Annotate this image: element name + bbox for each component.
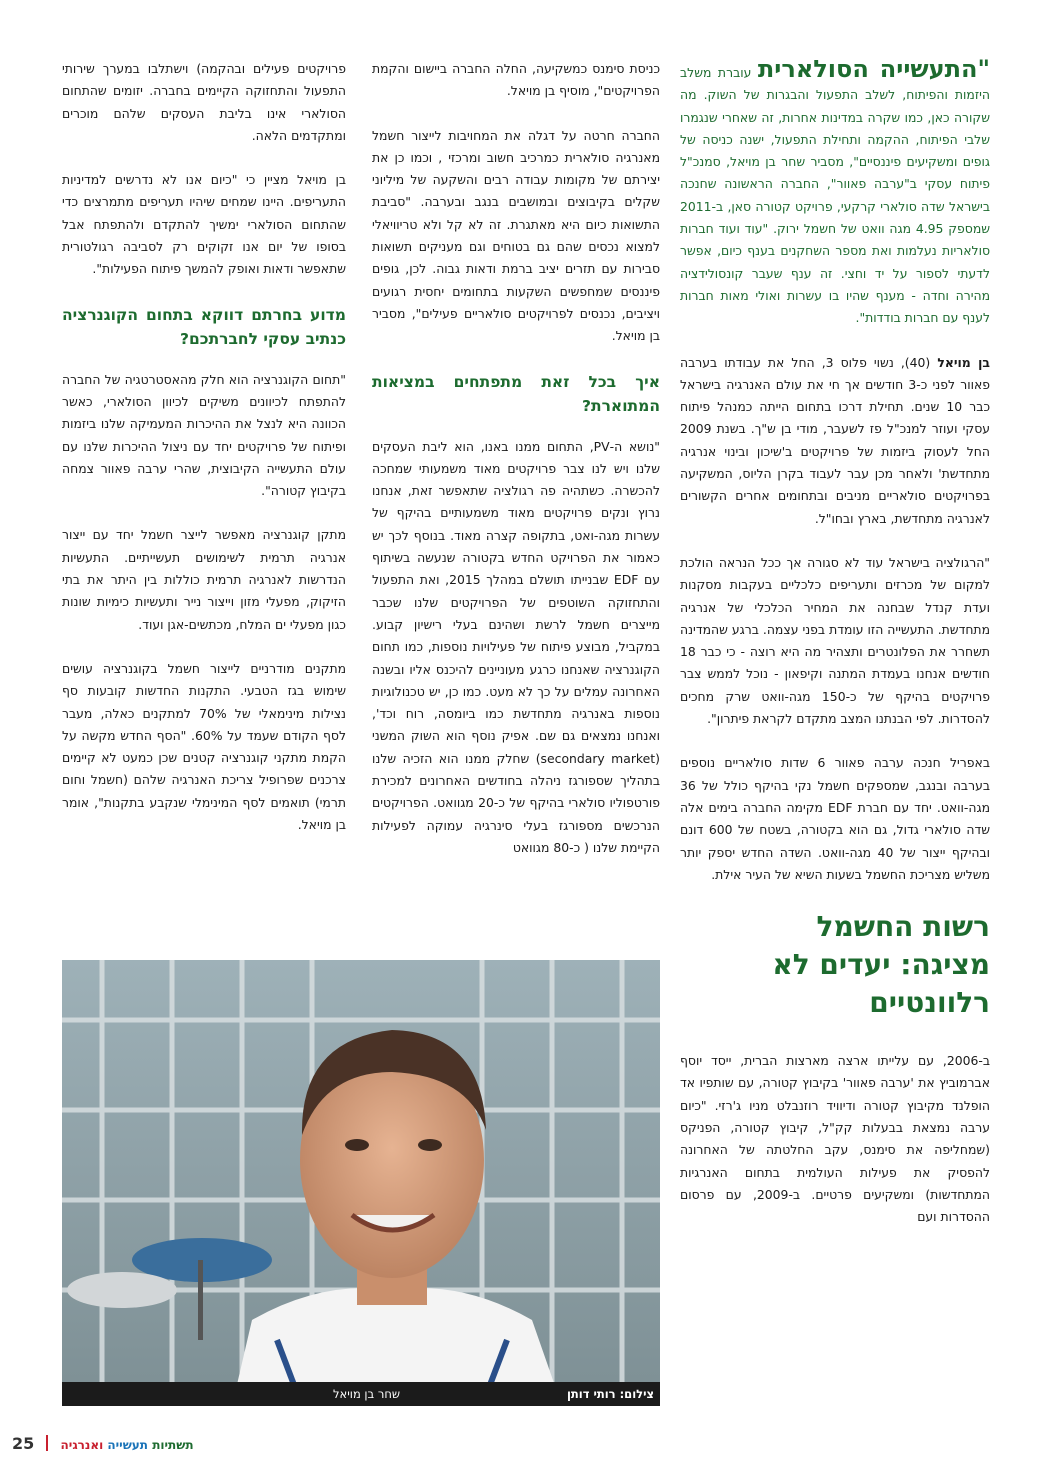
left-paragraph-4: מתקן קוגנרציה מאפשר לייצר חשמל יחד עם ייצור אנרגיה תרמית לשימושים תעשייתיים. התעשיות הנדרשות לאנרגיה תרמית כוללות בין היתר את בתי הזיקוק, מפעלי מזון וייצור נייר ותעשיות כימיות שונות כגון מפעלי ים המלח, מכתשים-אגן ועוד.	[62, 527, 346, 632]
section-heading-develop: איך בכל זאת מתפתחים במציאות המתוארת?	[372, 372, 660, 415]
portrait-photo	[62, 960, 660, 1406]
left-paragraph-2: בן מויאל מציין כי "כיום אנו לא נדרשים למדיניות התעריפים. היינו שמחים שיהיו תעריפים מתמרצים כדי שהתחום הסולארי ימשיך להתקדם ולהתפתח אבל בסופו של יום אנו זקוקים רק לסביבה רגולטורית שתאפשר ודאות ואופק להמשך פיתוח הפעילות".	[62, 172, 346, 277]
left-paragraph-5: מתקנים מודרניים לייצור חשמל בקוגנרציה עושים שימוש בגז הטבעי. התקנות החדשות קובעות סף נצילות מינימאלי של 70% למתקנים כאלה, מעבר לסף הקודם שעמד על 60%. "הסף החדש מקשה על הקמת מתקני קוגנרציה קטנים שכן כמעט לא קיימים צרכנים שפרופיל צריכת האנרגיה שלהם (חשמל וחום תרמי) תואמים לסף המינימלי שנקבע בתקנות", אומר בן מויאל.	[62, 660, 347, 833]
photo-credit: צילום: רותי דותן	[566, 1387, 654, 1401]
lead-text: עוברת משלב היזמות והפיתוח, לשלב התפעול והבגרות של השוק. מה שקורה כאן, כמו שקרה במדינות אחרות, זה שאחרי שנגמרו שלבי הפיתוח, ההקמה ותחילת התפעול, ישנה כניסה של גופים ומשקיעים פיננסיים", מסביר שחר בן מויאל, סמנכ"ל פיתוח עסקי ב"ערבה פאוור", החברה הראשונה שחנכה בישראל שדה סולארי קרקעי, פרויקט קטורה סאן, ב-2011 שמספק 4.95 מגה וואט של חשמל ירוק. "עוד ועוד חברות סולאריות נעלמות ואת מספר השחקנים בענף כיום, אפשר לדעתי לספור על יד וחצי. זה ענף שעבר קונסולידציה מהירה וחדה - מענף שהיו בו עשרות ואולי מאות חברות לענף עם חברות בודדות".	[680, 65, 991, 326]
regulation-paragraph: "הרגולציה בישראל עוד לא סגורה אך ככל הנראה הולכת למקום של מכרזים ותעריפים כלכליים בעקבות מסקנות ועדת קנדל שבחנה את המחיר הכלכלי של אנרגיה מתחדשת. התעשייה הזו עומדת בפני עצמה. ברגע שהמדינה תשחרר את הפלונטרים ותצהיר מה היא רוצה - כי כבר 18 חודשים אנחנו בעמדת המתנה וקיפאון - נוכל לממש צבר פרויקטים בהיקף של כ-150 מגה-וואט שרק מחכים להסדרות. לפי הבנתנו המצב מתקדם לקראת פיתרון".	[680, 554, 991, 727]
column-left	[62, 58, 346, 858]
magazine-word-3: ואנרגיה	[60, 1438, 104, 1452]
page-number: 25	[12, 1434, 35, 1453]
section-heading-authority: רשות החשמל מציגה: יעדים לא רלוונטיים	[772, 910, 990, 1020]
left-paragraph-3: "תחום הקוגנרציה הוא חלק מהאסטרטגיה של החברה להתפתח לכיוונים משיקים לכיוון הסולארי, כאשר הכוונה היא לנצל את ההיכרות המעמיקה שלנו ביזמות ופיתוח של פרויקטים יחד עם ניצול ההיכרות שלנו עם עולם התעשייה הקיבוצית, שהרי ערבה פאוור צמחה בקיבוץ קטורה".	[62, 371, 346, 499]
middle-paragraph-2: החברה חרטה על דגלה את המחויבות לייצור חשמל מאנרגיה סולארית כמרכיב חשוב ומרכזי , וכמו כן את יצירתם של מקומות עבודה רבים והשקעה של מיליוני שקלים בקיבוצים ובמושבים בנגב ובערבה. "סביבת התשואות כיום היא מאתגרת. זה לא קל ולא טריוויאלי למצוא נכסים שהם גם בטוחים וגם מעניקים תשואות סבירות עם תזרים יציב ברמת ודאות גבוה. לכן, גופים פיננסים שמחפשים השקעות בתחומים יחסית רגועים ויציבים, נכנסים לפרויקטים סולאריים פעילים", מסביר בן מויאל.	[372, 127, 660, 344]
history-paragraph: ב-2006, עם עלייתו ארצה מארצות הברית, ייסד יוסף אברמוביץ את 'ערבה פאוור' בקיבוץ קטורה, עם שותפיו אד הופלנד מקיבוץ קטורה ודיוויד רוזנבלט מניו ג'רזי. "כיום ערבה נמצאת בבעלות קק"ל, קיבוץ קטורה, הפניקס (שמחליפה את סימנס, עקב החלטתה של האחרונה להפסיק את פעילות העולמית בתחום האנרגיות המתחדשות) ומשקיעים פרטיים. ב-2009, עם פרסום ההסדרות ועם	[680, 1053, 990, 1225]
lead-title: "התעשייה הסולארית	[757, 55, 990, 83]
bio-name: בן מויאל	[937, 354, 990, 370]
april-paragraph: באפריל חנכה ערבה פאוור 6 שדות סולאריים נוספים בערבה ובנגב, שמספקים חשמל נקי בהיקף כולל של 36 מגה-וואט. יחד עם חברת EDF מקימה החברה בימים אלה שדה סולארי גדול, גם הוא בקטורה, בשטח של 600 דונם ובהיקף ייצור של 40 מגה-וואט. השדה החדש יספק יותר משליש מצריכת החשמל בשעות השיא של העיר אילת.	[680, 755, 991, 882]
bio-text: (40), נשוי פלוס 3, החל את עבודתו בערבה פאוור לפני כ-3 חודשים אך חי את עולם האנרגיה בישראל כבר 10 שנים. תחילת דרכו בתחום הייתה כמנהל פיתוח עסקי ועוזר למנכ"ל פז לשעבר, מודי בן ש"ך. בשנת 2009 החל לעסוק ביזמות של פרויקטים ב'שיכון ובינוי אנרגיה מתחדשת' ולאחר מכן עבר לעבוד בקרן הליוס, המשקיעה בפרויקטים סולאריים מניבים ובתחומים אחרים הקשורים לאנרגיה מתחדשת, בארץ ובחו"ל.	[680, 354, 990, 526]
magazine-name	[61, 1438, 194, 1452]
column-middle	[372, 58, 660, 881]
magazine-word-1: תשתיות	[152, 1438, 194, 1452]
photo-caption-name: שחר בן מויאל	[333, 1387, 400, 1401]
column-right	[680, 55, 991, 1250]
lead-paragraph	[680, 55, 991, 330]
bio-paragraph	[680, 352, 990, 530]
photo-caption-bar	[62, 1382, 660, 1406]
magazine-word-2: תעשייה	[107, 1438, 148, 1452]
page-footer	[12, 1434, 194, 1454]
section-heading-cogeneration: מדוע בחרתם דווקא בתחום הקוגנרציה כנתיב עסקי לחברתכם?	[62, 305, 346, 348]
portrait-illustration	[62, 960, 660, 1406]
footer-divider	[46, 1435, 48, 1451]
middle-paragraph-3: "נושא ה-PV, התחום ממנו באנו, הוא ליבת העסקים שלנו ויש לנו צבר פרויקטים מאוד משמעותי שמחכה להכשרה. כשתהיה פה רגולציה שתאפשר זאת, אנחנו נרוץ ונקים פרויקטים מאוד משמעותיים בהיקף של עשרות מגה-ואט, בתקופה קצרה מאוד. בנוסף לכך יש כאמור את הפרויקט החדש בקטורה שנעשה בשיתוף עם EDF שבנייתו תושלם במהלך 2015, ואת התפעול והתחזוקה השוטפים של הפרויקטים שלנו שכבר מייצרים חשמל לרשת ושהינם בעלי רישיון קבוע. במקביל, מבוצע פיתוח של פעילויות נוספות, כמו תחום הקוגנרציה שאנחנו כרגע מעוניינים להיכנס אליו ובשנה האחרונה עמלים על כך לא מעט. כמו כן, יש טכנולוגיות נוספות באנרגיה מתחדשת כמו ביומסה, רוח וכד', ואנחנו נמצאים גם שם. אפיק נוסף הוא השוק המשני (secondary market) שחלק ממנו הוא הזכיה שלנו בתהליך שספורגז ניהלה בחודשים האחרונים למכירת פורטפוליו סולארי בהיקף של כ-20 מגוואט. הפרויקטים הנרכשים מספורגז בעלי סינרגיה עמוקה לפעילות הקיימת שלנו ( כ-80 מגוואט	[372, 438, 660, 855]
middle-paragraph-1: כניסת סימנס כמשקיעה, החלה החברה ביישום והקמת הפרויקטים", מוסיף בן מויאל.	[372, 61, 660, 99]
left-paragraph-1: פרויקטים פעילים ובהקמה) וישתלבו במערך שירותי התפעול והתחזוקה הקיימים בחברה. יזומים שהתחום הסולארי אינו בליבת העסקים שלהם מוכרים ומתקדמים הלאה.	[62, 61, 346, 143]
